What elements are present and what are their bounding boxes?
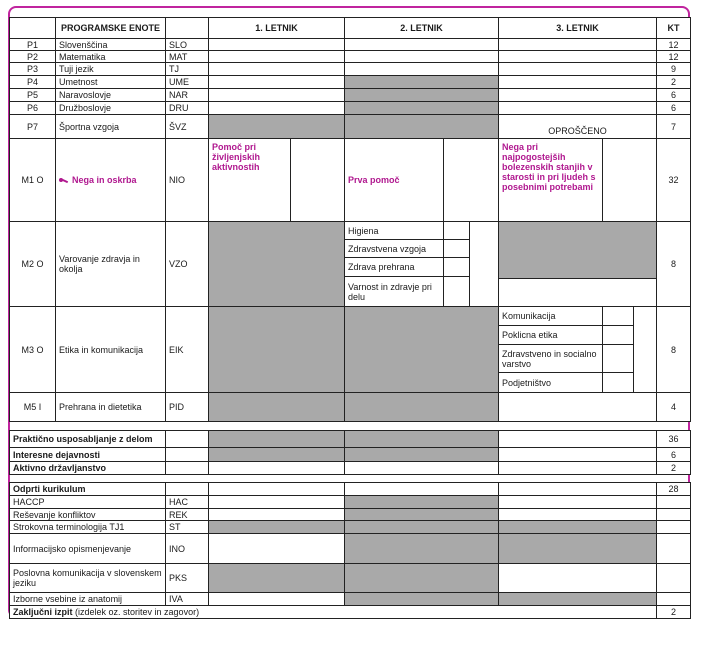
elective-abbr: ST	[165, 520, 209, 534]
m2-unit-mark	[443, 239, 470, 258]
m3-unit: Komunikacija	[498, 306, 603, 326]
kt-value: 2	[656, 461, 691, 475]
module-name: Etika in komunikacija	[55, 306, 166, 393]
kt-value: 4	[656, 392, 691, 422]
year3-slot	[498, 62, 657, 76]
activity-abbr	[165, 461, 209, 475]
module-name: Varovanje zdravja in okolja	[55, 221, 166, 307]
year3-slot	[498, 447, 657, 462]
subject-abbr: UME	[165, 75, 209, 89]
kt-value: 9	[656, 62, 691, 76]
kt-value	[656, 533, 691, 564]
activity-label: Aktivno državljanstvo	[9, 461, 166, 475]
module-name	[55, 138, 166, 222]
year3-slot	[498, 461, 657, 475]
year3-slot	[498, 101, 657, 115]
year1-slot	[208, 88, 345, 102]
year2-slot	[344, 592, 499, 606]
year2-slot	[344, 88, 499, 102]
kt-value: 2	[656, 605, 691, 619]
subject-abbr: TJ	[165, 62, 209, 76]
year1-slot	[208, 461, 345, 475]
year2-slot	[344, 563, 499, 593]
year1-slot	[208, 482, 345, 496]
subject-code: P2	[9, 50, 56, 63]
elective-name: HACCP	[9, 495, 166, 509]
subject-abbr: ŠVZ	[165, 114, 209, 139]
activity-abbr	[165, 430, 209, 448]
m1-year2-extra	[443, 138, 499, 222]
year2-slot	[344, 430, 499, 448]
subject-code: P7	[9, 114, 56, 139]
subject-code: P5	[9, 88, 56, 102]
elective-name: Informacijsko opismenjevanje	[9, 533, 166, 564]
elective-name: Poslovna komunikacija v slovenskem jeziku	[9, 563, 166, 593]
subject-abbr: MAT	[165, 50, 209, 63]
kt-value: 12	[656, 50, 691, 63]
activity-abbr	[165, 482, 209, 496]
header-year1: 1. LETNIK	[208, 17, 345, 39]
header-kt: KT	[656, 17, 691, 39]
kt-value: 8	[656, 306, 691, 393]
stethoscope-icon	[59, 178, 68, 183]
year3-slot	[498, 533, 657, 564]
year3-slot	[498, 495, 657, 509]
year1-slot	[208, 75, 345, 89]
module-name: Prehrana in dietetika	[55, 392, 166, 422]
m1-year3-unit: Nega pri najpogostejših bolezenskih stanjih v starosti in pri ljudeh s posebnimi potrebami	[498, 138, 603, 222]
subject-name: Družboslovje	[55, 101, 166, 115]
module-code: M2 O	[9, 221, 56, 307]
year2-slot	[344, 461, 499, 475]
elective-name: Strokovna terminologija TJ1	[9, 520, 166, 534]
activity-label: Interesne dejavnosti	[9, 447, 166, 462]
module-abbr: VZO	[165, 221, 209, 307]
module-code: M3 O	[9, 306, 56, 393]
subject-abbr: NAR	[165, 88, 209, 102]
m3-unit: Zdravstveno in socialno varstvo	[498, 344, 603, 373]
subject-code: P3	[9, 62, 56, 76]
year3-slot	[498, 221, 657, 279]
subject-code: P6	[9, 101, 56, 115]
subject-code: P1	[9, 38, 56, 51]
kt-value: 36	[656, 430, 691, 448]
kt-value: 12	[656, 38, 691, 51]
subject-abbr: SLO	[165, 38, 209, 51]
header-year2: 2. LETNIK	[344, 17, 499, 39]
year2-slot	[344, 495, 499, 509]
module-abbr: PID	[165, 392, 209, 422]
module-code: M5 I	[9, 392, 56, 422]
elective-name: Reševanje konfliktov	[9, 508, 166, 521]
m2-unit: Zdrava prehrana	[344, 257, 444, 277]
m2-unit: Zdravstvena vzgoja	[344, 239, 444, 258]
year1-slot	[208, 563, 345, 593]
subject-name: Naravoslovje	[55, 88, 166, 102]
m1-year1-extra	[290, 138, 345, 222]
year3-slot	[498, 88, 657, 102]
kt-value: 6	[656, 447, 691, 462]
year2-slot	[344, 520, 499, 534]
m3-unit-mark	[602, 344, 634, 373]
year3-slot	[498, 75, 657, 89]
kt-value: 6	[656, 88, 691, 102]
kt-value	[656, 592, 691, 606]
kt-value: 8	[656, 221, 691, 307]
year2-slot	[344, 447, 499, 462]
m3-unit-mark	[602, 325, 634, 345]
year2-slot	[344, 62, 499, 76]
year1-slot	[208, 221, 345, 307]
final-exam-label	[9, 605, 657, 619]
year1-slot	[208, 495, 345, 509]
year3-slot	[498, 482, 657, 496]
subject-name: Matematika	[55, 50, 166, 63]
elective-abbr: PKS	[165, 563, 209, 593]
header-programske-enote: PROGRAMSKE ENOTE	[55, 17, 166, 39]
year3-slot	[498, 430, 657, 448]
m3-unit-mark	[602, 306, 634, 326]
m3-unit: Podjetništvo	[498, 372, 603, 393]
m3-year3-extra	[633, 306, 657, 393]
m3-unit-mark	[602, 372, 634, 393]
subject-name: Umetnost	[55, 75, 166, 89]
year2-slot	[344, 101, 499, 115]
subject-name: Tuji jezik	[55, 62, 166, 76]
activity-abbr	[165, 447, 209, 462]
year2-slot	[344, 482, 499, 496]
year1-slot	[208, 592, 345, 606]
kt-value: 6	[656, 101, 691, 115]
module-code: M1 O	[9, 138, 56, 222]
year3-slot	[498, 392, 657, 422]
elective-abbr: INO	[165, 533, 209, 564]
subject-name: Športna vzgoja	[55, 114, 166, 139]
year1-slot	[208, 392, 345, 422]
m1-year2-unit: Prva pomoč	[344, 138, 444, 222]
open-curriculum-label: Odprti kurikulum	[9, 482, 166, 496]
module-abbr: EIK	[165, 306, 209, 393]
m2-unit: Varnost in zdravje pri delu	[344, 276, 444, 307]
year1-slot	[208, 306, 345, 393]
oproshceno-note: OPROŠČENO	[498, 114, 657, 139]
year1-slot	[208, 101, 345, 115]
year1-slot	[208, 430, 345, 448]
kt-value: 32	[656, 138, 691, 222]
year3-slot	[498, 520, 657, 534]
year2-slot	[344, 75, 499, 89]
year2-slot	[344, 533, 499, 564]
kt-value: 28	[656, 482, 691, 496]
year1-slot	[208, 62, 345, 76]
m1-year3-extra	[602, 138, 657, 222]
header-code-cell	[9, 17, 56, 39]
header-year3: 3. LETNIK	[498, 17, 657, 39]
m3-unit: Poklicna etika	[498, 325, 603, 345]
m2-unit-mark	[443, 276, 470, 307]
kt-value	[656, 495, 691, 509]
elective-abbr: HAC	[165, 495, 209, 509]
module-abbr: NIO	[165, 138, 209, 222]
kt-value: 2	[656, 75, 691, 89]
year3-slot	[498, 563, 657, 593]
elective-abbr: REK	[165, 508, 209, 521]
subject-code: P4	[9, 75, 56, 89]
subject-name: Slovenščina	[55, 38, 166, 51]
activity-label: Praktično usposabljanje z delom	[9, 430, 166, 448]
final-exam-desc: (izdelek oz. storitev in zagovor)	[72, 607, 200, 617]
m2-unit-mark	[443, 257, 470, 277]
final-exam-title: Zaključni izpit	[13, 607, 73, 617]
subject-abbr: DRU	[165, 101, 209, 115]
year3-slot	[498, 278, 657, 307]
m2-year2-extra	[469, 221, 499, 307]
m2-unit: Higiena	[344, 221, 444, 240]
year1-slot	[208, 520, 345, 534]
year1-slot	[208, 114, 345, 139]
year2-slot	[344, 306, 499, 393]
year2-slot	[344, 392, 499, 422]
year3-slot	[498, 592, 657, 606]
header-abbr-cell	[165, 17, 209, 39]
elective-name: Izborne vsebine iz anatomij	[9, 592, 166, 606]
elective-abbr: IVA	[165, 592, 209, 606]
year1-slot	[208, 447, 345, 462]
year2-slot	[344, 114, 499, 139]
m1-year1-unit: Pomoč pri življenjskih aktivnostih	[208, 138, 291, 222]
year1-slot	[208, 533, 345, 564]
kt-value: 7	[656, 114, 691, 139]
module-name-text: Nega in oskrba	[72, 175, 137, 185]
kt-value	[656, 520, 691, 534]
kt-value	[656, 563, 691, 593]
m2-unit-mark	[443, 221, 470, 240]
